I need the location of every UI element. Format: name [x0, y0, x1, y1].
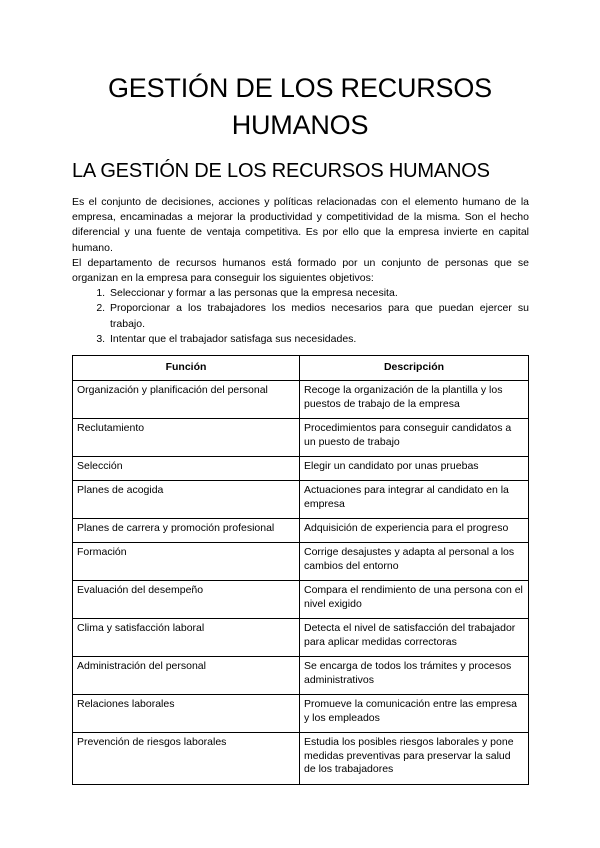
- cell-funcion: Administración del personal: [73, 657, 300, 695]
- header-funcion: Función: [73, 356, 300, 381]
- body-text: [72, 195, 529, 347]
- cell-descripcion: Estudia los posibles riesgos laborales y pone medidas preventivas para preservar la salud de los trabajadores: [300, 733, 529, 785]
- objective-item: 3. Intentar que el trabajador satisfaga sus necesidades.: [108, 332, 529, 347]
- header-descripcion: Descripción: [300, 356, 529, 381]
- cell-descripcion: Detecta el nivel de satisfacción del trabajador para aplicar medidas correctoras: [300, 619, 529, 657]
- functions-table: [72, 355, 529, 785]
- section-heading: LA GESTIÓN DE LOS RECURSOS HUMANOS: [72, 160, 490, 182]
- table-row: [73, 481, 529, 519]
- objective-item: 1. Seleccionar y formar a las personas que la empresa necesita.: [108, 286, 529, 301]
- cell-descripcion: Se encarga de todos los trámites y procesos administrativos: [300, 657, 529, 695]
- cell-descripcion: Corrige desajustes y adapta al personal a los cambios del entorno: [300, 543, 529, 581]
- cell-funcion: Reclutamiento: [73, 419, 300, 457]
- cell-funcion: Selección: [73, 457, 300, 481]
- table-row: [73, 581, 529, 619]
- cell-descripcion: Actuaciones para integrar al candidato en la empresa: [300, 481, 529, 519]
- paragraph-definition: Es el conjunto de decisiones, acciones y políticas relacionadas con el elemento humano de la empresa, encaminadas a mejorar la productividad y competitividad de la misma. Son el hecho diferencial y una fuente de ventaja competitiva. Es por ello que la empresa invierte en capital humano.: [72, 196, 529, 254]
- table-header-row: [73, 356, 529, 381]
- table-row: [73, 695, 529, 733]
- cell-descripcion: Procedimientos para conseguir candidatos a un puesto de trabajo: [300, 419, 529, 457]
- table-row: [73, 519, 529, 543]
- table-row: [73, 619, 529, 657]
- cell-funcion: Relaciones laborales: [73, 695, 300, 733]
- cell-descripcion: Promueve la comunicación entre las empresa y los empleados: [300, 695, 529, 733]
- cell-funcion: Clima y satisfacción laboral: [73, 619, 300, 657]
- paragraph-department: El departamento de recursos humanos está formado por un conjunto de personas que se organizan en la empresa para conseguir los siguientes objetivos:: [72, 256, 529, 285]
- cell-funcion: Planes de carrera y promoción profesional: [73, 519, 300, 543]
- cell-descripcion: Adquisición de experiencia para el progreso: [300, 519, 529, 543]
- objective-item: 2. Proporcionar a los trabajadores los medios necesarios para que puedan ejercer su trabajo.: [108, 301, 529, 331]
- cell-descripcion: Elegir un candidato por unas pruebas: [300, 457, 529, 481]
- title-line-1: GESTIÓN DE LOS RECURSOS: [108, 73, 492, 103]
- table-row: [73, 543, 529, 581]
- title-line-2: HUMANOS: [231, 110, 369, 140]
- table-row: [73, 733, 529, 785]
- cell-funcion: Planes de acogida: [73, 481, 300, 519]
- cell-descripcion: Recoge la organización de la plantilla y los puestos de trabajo de la empresa: [300, 381, 529, 419]
- cell-funcion: Evaluación del desempeño: [73, 581, 300, 619]
- table-row: [73, 419, 529, 457]
- cell-funcion: Organización y planificación del personal: [73, 381, 300, 419]
- objectives-list: [72, 286, 529, 347]
- cell-descripcion: Compara el rendimiento de una persona con el nivel exigido: [300, 581, 529, 619]
- document-title: [70, 70, 530, 144]
- cell-funcion: Formación: [73, 543, 300, 581]
- table-row: [73, 457, 529, 481]
- table-row: [73, 657, 529, 695]
- cell-funcion: Prevención de riesgos laborales: [73, 733, 300, 785]
- table-row: [73, 381, 529, 419]
